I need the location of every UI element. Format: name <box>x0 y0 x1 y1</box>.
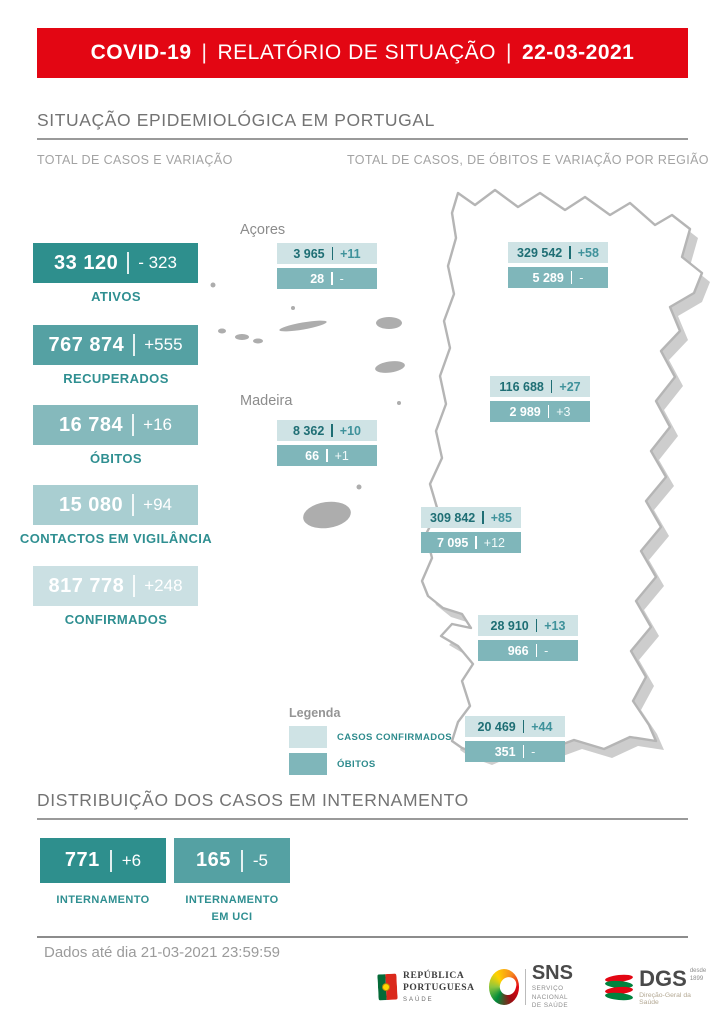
footer-divider <box>37 936 688 938</box>
subtitle-total-cases: TOTAL DE CASOS E VARIAÇÃO <box>37 153 233 167</box>
deaths-value: 966 <box>507 643 529 658</box>
legend-label-deaths: ÓBITOS <box>337 758 376 770</box>
region-box-alentejo <box>478 615 578 661</box>
obitos-value: 16 784 <box>58 413 124 436</box>
deaths-variation: +1 <box>334 448 349 463</box>
divider <box>127 252 129 274</box>
lisbon-deaths-row <box>421 532 521 553</box>
north-cases-row <box>508 242 608 263</box>
cases-value: 329 542 <box>517 245 563 260</box>
data-cutoff-note: Dados até dia 21-03-2021 23:59:59 <box>44 944 281 961</box>
map-legend <box>289 706 452 780</box>
cases-variation: +58 <box>577 245 599 260</box>
divider <box>110 850 112 872</box>
madeira-islands <box>301 485 361 532</box>
stat-box-confirmados <box>33 566 198 606</box>
confirmados-variation: +248 <box>144 576 183 595</box>
divider <box>536 619 538 632</box>
sns-title: SNS <box>531 961 573 984</box>
deaths-variation: - <box>579 270 584 285</box>
legend-swatch-cases <box>289 726 327 748</box>
deaths-value: 5 289 <box>532 270 564 285</box>
stat-box-internamento <box>40 838 166 883</box>
divider <box>132 494 134 516</box>
contactos-variation: +94 <box>143 495 172 514</box>
recuperados-label: RECUPERADOS <box>63 371 169 386</box>
madeira-label: Madeira <box>240 393 293 409</box>
deaths-variation: - <box>339 271 344 286</box>
republica-saude: SAÚDE <box>403 997 434 1004</box>
stat-box-ativos <box>33 243 198 283</box>
azores-cases-row <box>277 243 377 264</box>
region-box-algarve <box>465 716 565 762</box>
divider <box>523 720 525 733</box>
madeira-cases-row <box>277 420 377 441</box>
divider <box>523 745 525 758</box>
logo-sns <box>489 963 591 1011</box>
azores-islands <box>211 283 406 406</box>
cases-variation: +27 <box>559 379 581 394</box>
uci-label-line1: INTERNAMENTO <box>185 894 279 906</box>
recuperados-value: 767 874 <box>48 333 125 356</box>
azores-deaths-row <box>277 268 377 289</box>
cases-value: 28 910 <box>490 618 529 633</box>
region-box-azores <box>277 243 377 289</box>
cases-value: 116 688 <box>499 379 544 394</box>
republica-line1: REPÚBLICA <box>403 970 465 981</box>
deaths-variation: +12 <box>483 535 505 550</box>
region-box-madeira <box>277 420 377 466</box>
divider <box>331 272 333 285</box>
subtitle-regions: TOTAL DE CASOS, DE ÓBITOS E VARIAÇÃO POR REGIÃO <box>347 153 709 167</box>
dgs-title: DGS <box>639 966 687 991</box>
divider <box>475 536 477 549</box>
sns-sub-line2: DE SAÚDE <box>531 1002 569 1010</box>
footer-logos <box>378 958 708 1016</box>
confirmados-label: CONFIRMADOS <box>64 612 168 627</box>
uci-value: 165 <box>196 849 231 871</box>
center-cases-row <box>490 376 590 397</box>
algarve-deaths-row <box>465 741 565 762</box>
internamento-label-line1: INTERNAMENTO <box>56 894 150 906</box>
deaths-value: 66 <box>305 448 320 463</box>
obitos-label: ÓBITOS <box>89 451 142 466</box>
internamento-value: 771 <box>64 849 100 871</box>
divider <box>241 850 243 872</box>
ativos-variation: - 323 <box>138 253 177 272</box>
contactos-label: CONTACTOS EM VIGILÂNCIA <box>19 531 213 546</box>
deaths-variation: - <box>531 744 536 759</box>
cases-value: 20 469 <box>477 719 516 734</box>
cases-value: 8 362 <box>293 423 325 438</box>
cases-variation: +10 <box>339 423 361 438</box>
cases-variation: +44 <box>531 719 553 734</box>
divider <box>482 511 484 524</box>
sns-circle-icon <box>489 969 519 1005</box>
stat-box-obitos <box>33 405 198 445</box>
alentejo-cases-row <box>478 615 578 636</box>
divider <box>331 424 333 437</box>
dgs-swirl-icon <box>605 973 633 1001</box>
logo-dgs <box>605 968 708 1006</box>
alentejo-deaths-row <box>478 640 578 661</box>
legend-item-deaths <box>289 753 452 775</box>
region-box-north <box>508 242 608 288</box>
madeira-deaths-row <box>277 445 377 466</box>
dgs-subtitle: Direção-Geral da Saúde <box>639 992 691 1006</box>
section-epidemiology-title: SITUAÇÃO EPIDEMIOLÓGICA EM PORTUGAL <box>37 110 688 140</box>
legend-item-cases <box>289 726 452 748</box>
stat-box-internamento-uci <box>174 838 290 883</box>
sns-sub-line1: SERVIÇO NACIONAL <box>531 984 569 1001</box>
algarve-cases-row <box>465 716 565 737</box>
logo-divider <box>525 969 526 1005</box>
cases-variation: +85 <box>490 510 512 525</box>
stat-box-contactos <box>33 485 198 525</box>
report-title-banner <box>37 28 688 78</box>
region-box-center <box>490 376 590 422</box>
divider <box>332 247 334 260</box>
divider <box>571 271 573 284</box>
deaths-value: 351 <box>494 744 516 759</box>
legend-label-cases: CASOS CONFIRMADOS <box>337 731 452 743</box>
contactos-value: 15 080 <box>58 493 124 516</box>
cases-variation: +11 <box>340 246 361 261</box>
internamento-variation: +6 <box>121 850 142 870</box>
banner-report-name: RELATÓRIO DE SITUAÇÃO <box>217 41 496 64</box>
legend-swatch-deaths <box>289 753 327 775</box>
cases-value: 3 965 <box>293 246 325 261</box>
deaths-value: 2 989 <box>509 404 541 419</box>
divider <box>536 644 538 657</box>
uci-variation: -5 <box>252 850 268 870</box>
deaths-variation: +3 <box>556 404 571 419</box>
legend-title: Legenda <box>289 706 341 720</box>
divider <box>132 414 134 436</box>
cases-variation: +13 <box>544 618 566 633</box>
azores-label: Açores <box>240 222 286 238</box>
region-box-lisbon <box>421 507 521 553</box>
stat-box-recuperados <box>33 325 198 365</box>
republica-line2: PORTUGUESA <box>403 982 475 993</box>
deaths-value: 28 <box>310 271 325 286</box>
logo-republica-portuguesa <box>378 971 475 1004</box>
ativos-value: 33 120 <box>54 251 119 274</box>
deaths-variation: - <box>544 643 549 658</box>
section-internment-title: DISTRIBUIÇÃO DOS CASOS EM INTERNAMENTO <box>37 790 688 820</box>
portugal-flag-icon <box>377 974 397 1001</box>
dgs-since-line2: 1899 <box>689 975 704 982</box>
banner-app-name: COVID-19 <box>90 41 192 64</box>
internamento-label <box>40 892 166 909</box>
banner-date: 22-03-2021 <box>521 41 635 64</box>
uci-label-line2: EM UCI <box>211 910 253 923</box>
divider <box>569 246 571 259</box>
cases-value: 309 842 <box>430 510 476 525</box>
banner-separator: | <box>201 41 208 64</box>
deaths-value: 7 095 <box>437 535 469 550</box>
north-deaths-row <box>508 267 608 288</box>
lisbon-cases-row <box>421 507 521 528</box>
banner-separator: | <box>505 41 512 64</box>
obitos-variation: +16 <box>143 415 172 434</box>
internamento-uci-label <box>174 892 290 925</box>
center-deaths-row <box>490 401 590 422</box>
divider <box>133 575 135 597</box>
divider <box>326 449 328 462</box>
divider <box>548 405 550 418</box>
ativos-label: ATIVOS <box>91 289 141 304</box>
divider <box>133 334 135 356</box>
confirmados-value: 817 778 <box>48 574 125 597</box>
divider <box>551 380 553 393</box>
recuperados-variation: +555 <box>144 335 183 354</box>
dgs-since-line1: desde <box>689 968 707 974</box>
